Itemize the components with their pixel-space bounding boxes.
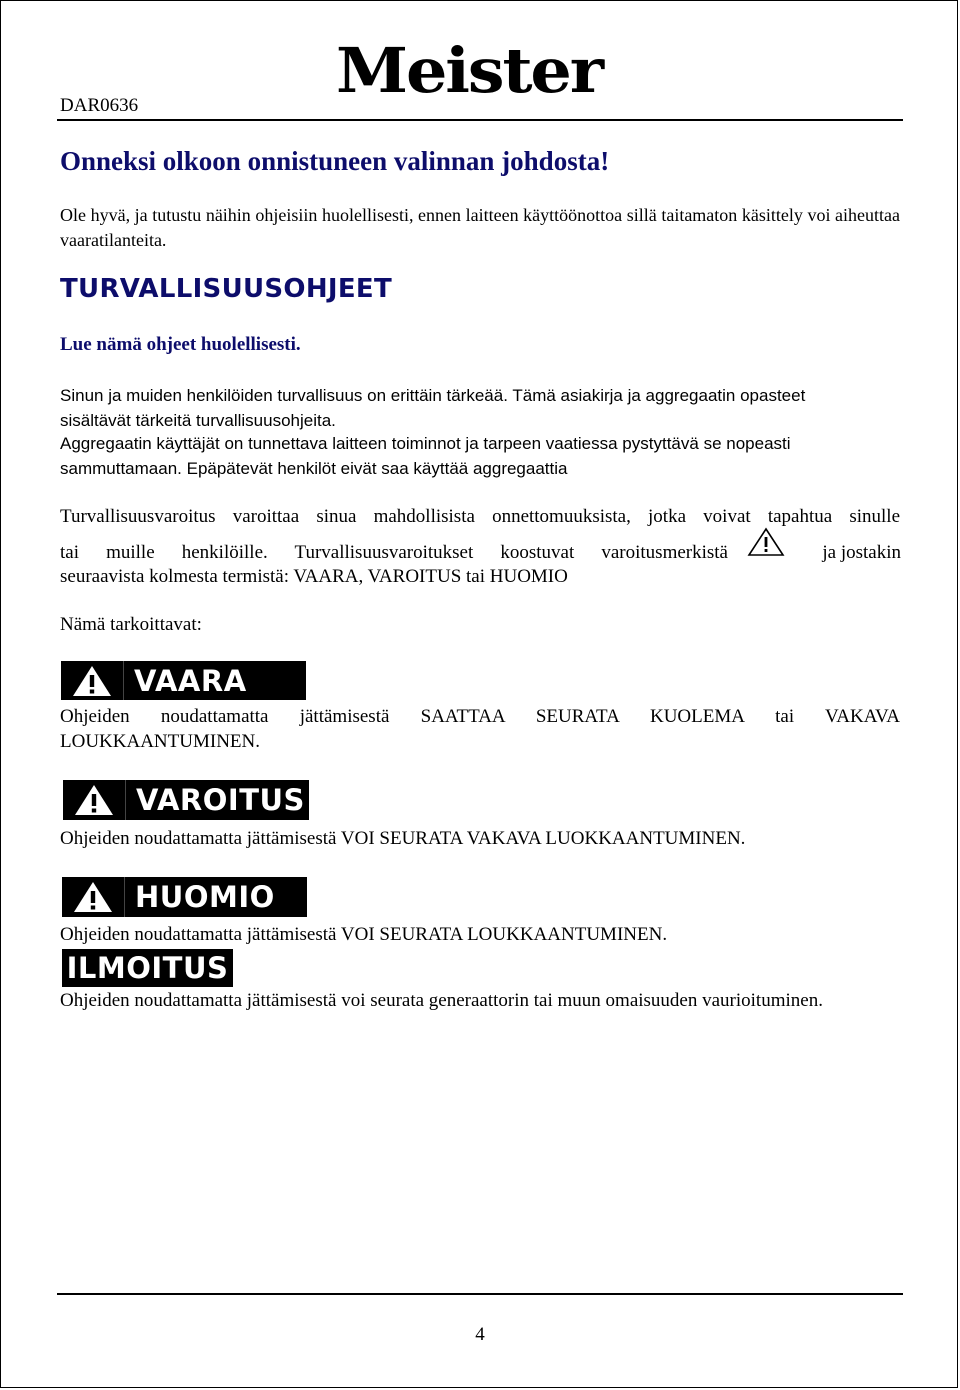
warning-triangle-icon — [62, 877, 125, 917]
caution-description: Ohjeiden noudattamatta jättämisestä VOI SEURATA LOUKKAANTUMINEN. — [60, 924, 668, 945]
danger-description-line-2: LOUKKAANTUMINEN. — [60, 731, 261, 752]
page-title: Onneksi olkoon onnistuneen valinnan johdosta! — [60, 146, 610, 176]
paragraph-line: sammuttamaan. Epäpätevät henkilöt eivät saa käyttää aggregaattia — [60, 459, 568, 478]
safety-paragraph-1 — [60, 383, 900, 433]
warning-label-text: VAROITUS — [136, 783, 305, 817]
danger-description-line-1: Ohjeiden noudattamatta jättämisestä SAATTAA SEURATA KUOLEMA tai VAKAVA — [60, 706, 900, 727]
read-carefully-note: Lue nämä ohjeet huolellisesti. — [60, 334, 301, 355]
notice-label — [62, 949, 233, 987]
caution-label-text: HUOMIO — [135, 880, 275, 914]
safety-paragraph-2 — [60, 431, 900, 481]
safety-paragraph-3-line-2 — [60, 540, 728, 565]
warning-triangle-icon — [747, 527, 785, 562]
warning-description: Ohjeiden noudattamatta jättämisestä VOI SEURATA VAKAVA LUOKKAANTUMINEN. — [60, 828, 746, 849]
intro-paragraph: Ole hyvä, ja tutustu näihin ohjeisiin huolellisesti, ennen laitteen käyttöönottoa sillä taitamaton käsittely voi aiheuttaa vaaratilanteita. — [60, 205, 900, 250]
header-divider — [57, 119, 903, 121]
danger-label — [61, 661, 306, 700]
document-code: DAR0636 — [60, 95, 139, 116]
paragraph-line-end: ja jostakin — [822, 542, 901, 563]
warning-triangle-icon — [63, 780, 126, 820]
safety-paragraph-3-line-3: seuraavista kolmesta termistä: VAARA, VAROITUS tai HUOMIO — [60, 566, 568, 587]
paragraph-line: sisältävät tärkeitä turvallisuusohjeita. — [60, 411, 336, 430]
danger-label-text: VAARA — [134, 663, 247, 698]
paragraph-line: Aggregaatin käyttäjät on tunnettava laitteen toiminnot ja tarpeen vaatiessa pystyttävä se nopeasti — [60, 434, 791, 453]
notice-description: Ohjeiden noudattamatta jättämisestä voi seurata generaattorin tai muun omaisuuden vaurioituminen. — [60, 990, 823, 1011]
safety-paragraph-3-line-1: Turvallisuusvaroitus varoittaa sinua mahdollisista onnettomuuksista, jotka voivat tapahtua sinulle — [60, 506, 900, 527]
caution-label — [62, 877, 307, 917]
page-number: 4 — [475, 1324, 485, 1345]
meaning-label: Nämä tarkoittavat: — [60, 614, 202, 635]
warning-label — [63, 780, 309, 820]
warning-triangle-icon — [61, 661, 124, 700]
paragraph-line: Sinun ja muiden henkilöiden turvallisuus on erittäin tärkeää. Tämä asiakirja ja aggregaatin opasteet — [60, 386, 806, 405]
notice-label-text: ILMOITUS — [66, 951, 229, 985]
brand-logo: Meister — [336, 34, 602, 107]
section-heading: TURVALLISUUSOHJEET — [60, 274, 393, 304]
footer-divider — [57, 1293, 903, 1295]
paragraph-line: tai muille henkilöille. Turvallisuusvaroitukset koostuvat varoitusmerkistä — [60, 542, 728, 563]
